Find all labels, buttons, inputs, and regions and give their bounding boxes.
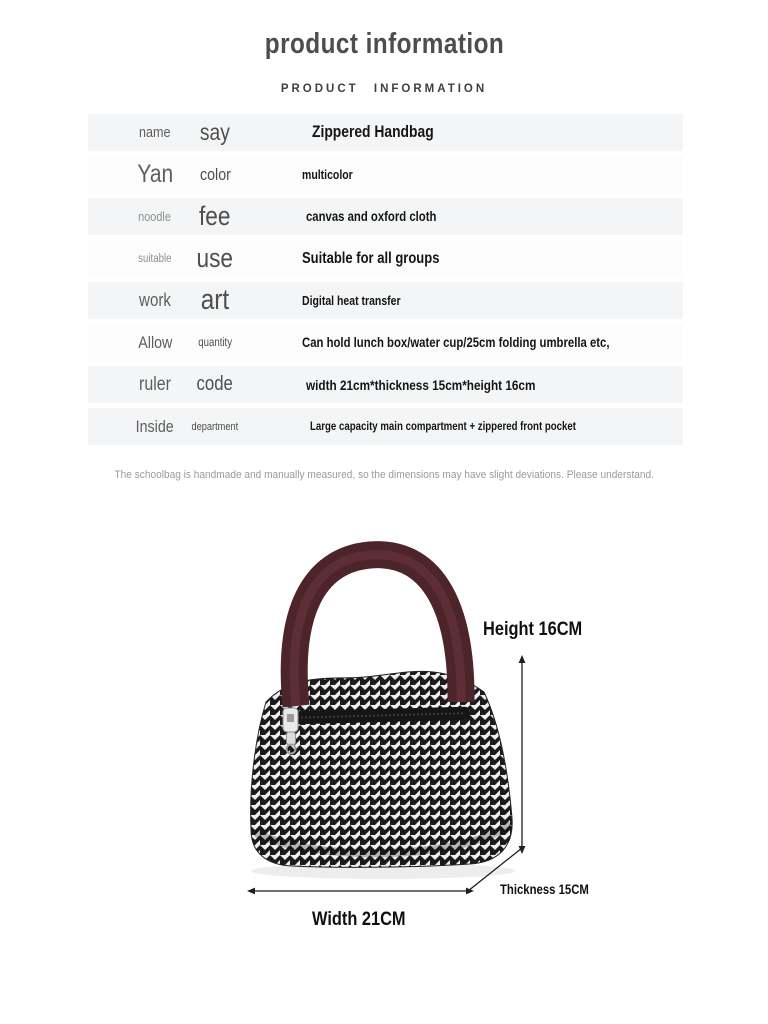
spec-row [88, 324, 683, 361]
spec-label-left: Allow [137, 332, 173, 352]
spec-value: Large capacity main compartment + zippered front pocket [310, 420, 576, 433]
spec-label-right: fee [199, 201, 231, 231]
spec-value: Zippered Handbag [312, 123, 434, 141]
spec-row [88, 282, 683, 319]
spec-row [88, 366, 683, 403]
spec-row [88, 408, 683, 445]
spec-label-left: Yan [137, 160, 173, 188]
page-subtitle: PRODUCT INFORMATION [280, 83, 488, 95]
spec-label-right: use [196, 243, 234, 273]
thickness-label: Thickness 15CM [500, 882, 589, 897]
spec-label-left: work [139, 290, 171, 310]
spec-label-left: name [139, 124, 171, 141]
disclaimer-text: The schoolbag is handmade and manually measured, so the dimensions may have slight deviations. Please understand. [114, 469, 654, 481]
handbag-illustration [0, 530, 768, 960]
spec-label-right: quantity [198, 336, 232, 349]
spec-label-right: say [199, 119, 231, 145]
width-label: Width 21CM [312, 908, 406, 930]
spec-label-left: ruler [139, 373, 171, 395]
spec-row [88, 198, 683, 235]
height-label: Height 16CM [483, 618, 583, 640]
spec-label-right: color [199, 164, 231, 184]
spec-value: width 21cm*thickness 15cm*height 16cm [306, 376, 536, 393]
spec-value: Digital heat transfer [302, 293, 401, 308]
product-figure [0, 530, 768, 960]
spec-row [88, 114, 683, 151]
spec-label-left: Inside [135, 416, 175, 436]
spec-table [88, 114, 683, 450]
spec-row [88, 156, 683, 193]
spec-label-right: art [200, 284, 230, 316]
page-title: product information [264, 28, 504, 60]
spec-value: Can hold lunch box/water cup/25cm folding umbrella etc, [302, 335, 610, 350]
spec-row [88, 240, 683, 277]
spec-label-left: noodle [138, 209, 172, 224]
spec-value: Suitable for all groups [302, 249, 440, 267]
spec-label-right: department [191, 420, 239, 433]
spec-label-left: suitable [138, 252, 172, 265]
spec-value: canvas and oxford cloth [306, 209, 437, 224]
spec-value: multicolor [302, 167, 353, 182]
spec-label-right: code [196, 373, 234, 395]
